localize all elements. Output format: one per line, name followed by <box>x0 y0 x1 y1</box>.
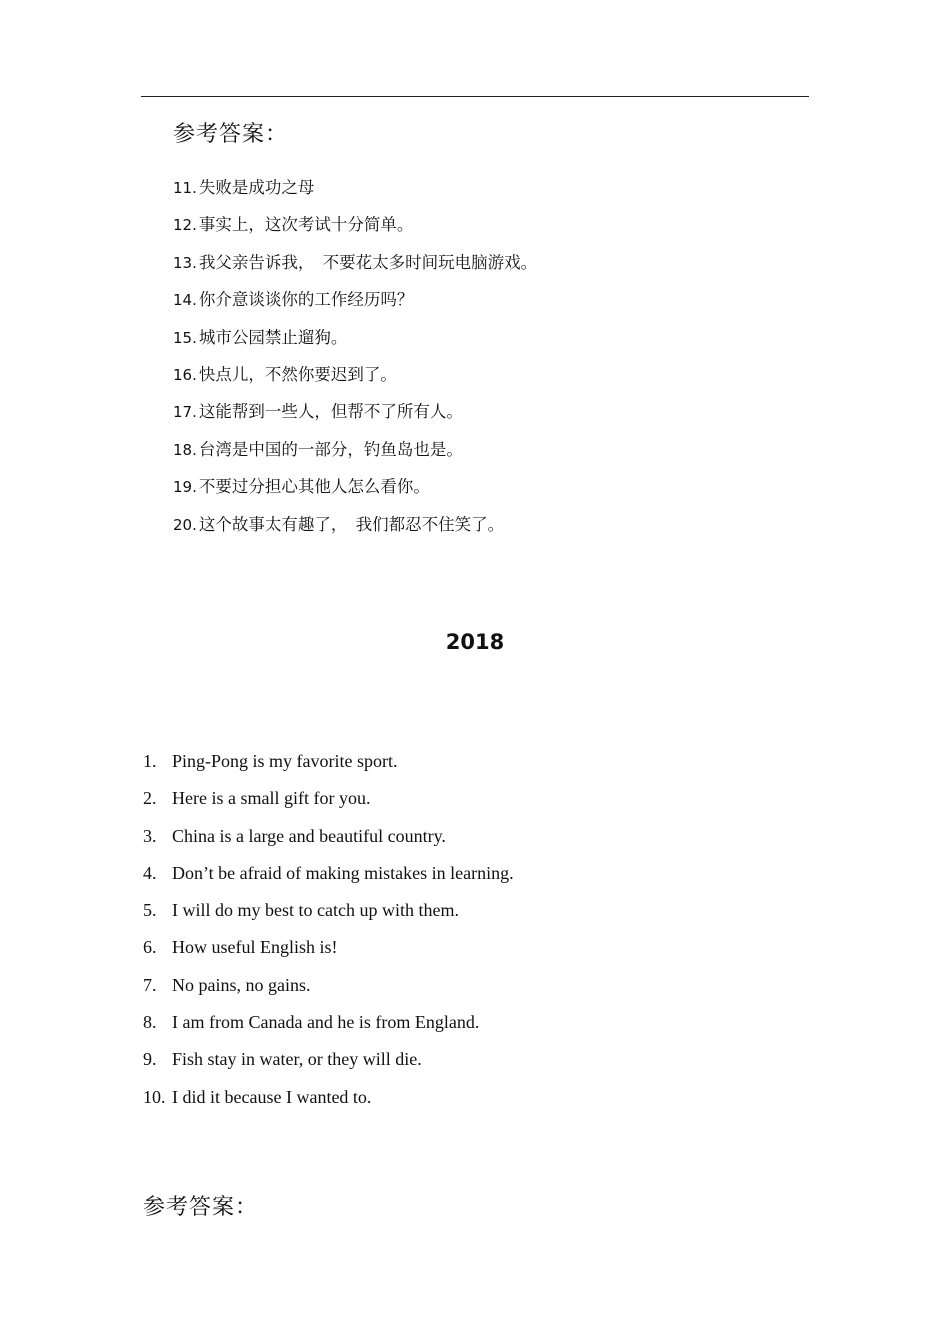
list-item <box>143 1047 514 1084</box>
item-text: I am from Canada and he is from England. <box>172 1012 480 1033</box>
list-item <box>173 326 537 363</box>
item-number: 2. <box>143 788 157 809</box>
item-number: 7. <box>143 974 157 995</box>
item-number: 1. <box>143 751 157 771</box>
item-number: 15. <box>173 328 197 347</box>
list-item <box>173 475 537 512</box>
item-text: China is a large and beautiful country. <box>172 825 446 846</box>
list-item <box>143 935 514 972</box>
item-text: 不要过分担心其他人怎么看你。 <box>198 477 430 497</box>
item-number: 10. <box>143 1086 166 1107</box>
item-text: Here is a small gift for you. <box>172 788 371 809</box>
list-item <box>173 363 537 400</box>
list-item <box>173 438 537 475</box>
year-title: 2018 <box>445 630 505 654</box>
list-item <box>173 251 537 288</box>
list-item <box>143 973 514 1010</box>
list-item <box>173 176 537 213</box>
item-number: 11. <box>173 179 197 197</box>
answer-list <box>173 176 537 550</box>
item-text: 台湾是中国的一部分，钓鱼岛也是。 <box>198 439 463 459</box>
item-text: I did it because I wanted to. <box>172 1086 372 1107</box>
item-number: 20. <box>173 515 197 534</box>
list-item <box>173 213 537 250</box>
item-number: 5. <box>143 900 157 921</box>
answers-heading: 参考答案： <box>143 1195 259 1220</box>
item-text: 失败是成功之母 <box>198 178 315 197</box>
list-item <box>173 513 537 550</box>
item-number: 14. <box>173 291 197 310</box>
item-number: 4. <box>143 862 157 883</box>
item-text: 这个故事太有趣了， 我们都忍不住笑了。 <box>198 514 505 534</box>
list-item <box>143 786 514 823</box>
list-item <box>143 861 514 898</box>
list-item <box>173 288 537 325</box>
item-number: 8. <box>143 1012 157 1033</box>
item-text: I will do my best to catch up with them. <box>172 900 459 921</box>
item-text: 城市公园禁止遛狗。 <box>198 327 348 347</box>
item-number: 13. <box>173 253 197 272</box>
list-item <box>173 400 537 437</box>
item-text: 这能帮到一些人，但帮不了所有人。 <box>198 402 463 422</box>
item-number: 17. <box>173 403 197 422</box>
item-text: 快点儿，不然你要迟到了。 <box>198 364 397 384</box>
sentence-list <box>143 749 514 1122</box>
item-text: 你介意谈谈你的工作经历吗？ <box>198 290 414 310</box>
list-item <box>143 898 514 935</box>
item-number: 6. <box>143 937 157 958</box>
item-text: 我父亲告诉我， 不要花太多时间玩电脑游戏。 <box>198 252 538 272</box>
item-text: 事实上，这次考试十分简单。 <box>198 215 414 235</box>
list-item <box>143 1010 514 1047</box>
item-text: Don’t be afraid of making mistakes in learning. <box>172 862 514 883</box>
item-number: 18. <box>173 440 197 459</box>
item-text: No pains, no gains. <box>172 974 311 995</box>
item-number: 3. <box>143 825 157 846</box>
answers-heading: 参考答案： <box>173 122 289 147</box>
item-number: 19. <box>173 478 197 497</box>
item-text: Ping-Pong is my favorite sport. <box>172 751 398 771</box>
item-text: How useful English is! <box>172 937 338 958</box>
item-number: 12. <box>173 216 197 235</box>
item-number: 16. <box>173 365 197 384</box>
list-item <box>143 1085 514 1122</box>
header-rule <box>141 96 809 97</box>
item-text: Fish stay in water, or they will die. <box>172 1049 422 1070</box>
list-item <box>143 749 514 786</box>
list-item <box>143 824 514 861</box>
item-number: 9. <box>143 1049 157 1070</box>
